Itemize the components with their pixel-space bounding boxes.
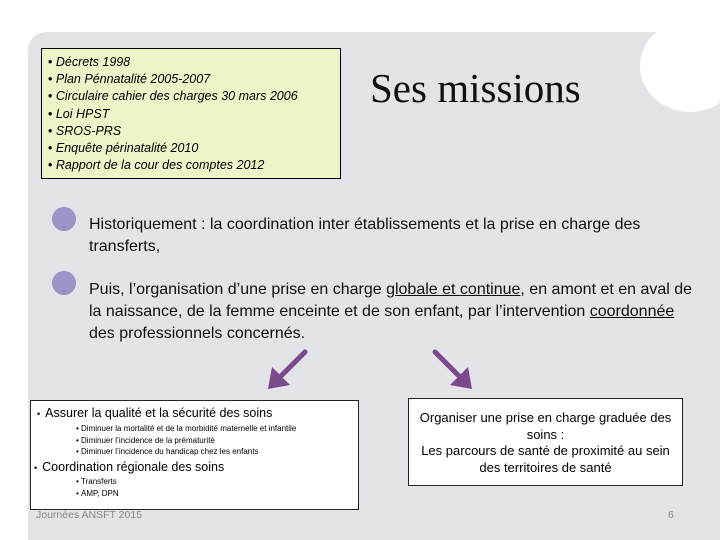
reference-item: • Circulaire cahier des charges 30 mars 2006 [48,88,334,105]
sub-item: • AMP, DPN [76,488,119,500]
bullet-circle-icon [52,271,76,295]
sub-item: • Diminuer l’incidence de la prématurité [76,435,296,447]
objective-label: Coordination régionale des soins [42,460,225,474]
sub-item: • Diminuer la mortalité et de la morbidité maternelle et infantile [76,423,296,435]
objective-sublist [76,423,296,458]
reference-item: • Loi HPST [48,106,334,123]
mission-emphasis: globale et continue [386,281,521,298]
reference-item: • Rapport de la cour des comptes 2012 [48,157,334,174]
care-pathway-line: Les parcours de santé de proximité au sein des territoires de santé [421,443,670,475]
footer-event: Journées ANSFT 2015 [36,509,143,521]
bullet-dot-icon: • [34,463,38,473]
objective-item [37,406,272,420]
paragraph-history: Historiquement : la coordination inter établissements et la prise en charge des transferts, [89,216,641,255]
paragraph-mission [89,279,694,345]
care-pathway-box [408,398,683,486]
objective-item [34,460,224,474]
mission-emphasis: coordonnée [589,303,675,320]
mission-text: des professionnels concernés. [89,325,306,342]
sub-item: • Diminuer l’incidence du handicap chez les enfants [76,446,296,458]
objective-label: Assurer la qualité et la sécurité des soins [45,406,273,420]
bullet-dot-icon: • [37,409,41,419]
objective-sublist [76,476,119,499]
objectives-box [30,400,359,510]
bullet-circle-icon [52,207,76,231]
reference-item: • SROS-PRS [48,123,334,140]
arrow-down-right-icon [428,345,478,395]
mission-text: Puis, l’organisation d’une prise en charge [89,281,387,298]
page-number: 6 [668,509,674,521]
reference-item: • Enquête périnatalité 2010 [48,140,334,157]
reference-item: • Plan Pénnatalité 2005-2007 [48,71,334,88]
care-pathway-line: Organiser une prise en charge graduée des soins : [419,410,672,442]
references-box [41,48,341,179]
mission-text: , en amont et en aval de la naissance, de la femme enceinte et de son enfant, par l’intervention [89,281,693,320]
reference-item: • Décrets 1998 [48,54,334,71]
slide-title: Ses missions [370,65,581,111]
arrow-down-left-icon [262,345,312,395]
sub-item: • Transferts [76,476,119,488]
